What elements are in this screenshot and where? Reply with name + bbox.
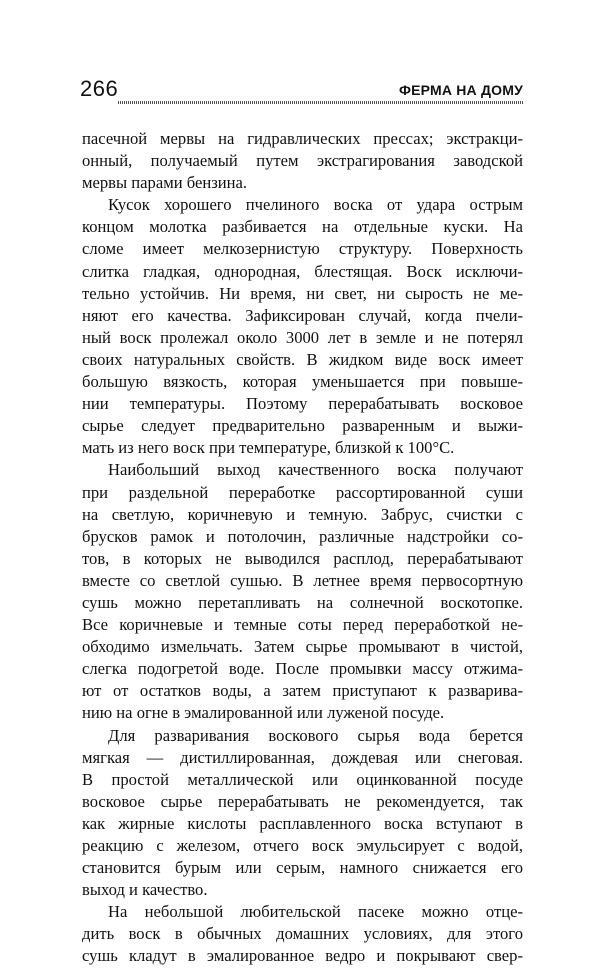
text-line: Все коричневые и темные соты перед переработкой не-: [82, 615, 523, 635]
text-line: брусков рамок и потолочин, различные надстройки со-: [82, 526, 523, 546]
text-line: няют его качества. Зафиксирован случай, когда пчели-: [82, 305, 523, 325]
text-line: своих натуральных свойств. В жидком виде воск имеет: [82, 349, 523, 369]
text-line: В простой металлической или оцинкованной посуде: [82, 769, 523, 789]
text-line: сушь можно перетапливать на солнечной воскотопке.: [82, 592, 523, 612]
text-line: сырье следует предварительно разваренным и выжи-: [82, 416, 523, 436]
text-line: при раздельной переработке рассортированной суши: [82, 482, 523, 502]
text-line: тов, в которых не выводился расплод, перерабатывают: [82, 548, 523, 568]
text-line: концом молотка разбивается на отдельные куски. На: [82, 217, 523, 237]
text-line: мягкая — дистиллированная, дождевая или снеговая.: [82, 747, 523, 767]
text-line: сушь кладут в эмалированное ведро и покрывают свер-: [82, 946, 523, 966]
text-line: становится бурым или серым, намного снижается его: [82, 858, 523, 878]
running-head: [80, 78, 523, 108]
text-line: слегка подогретой воде. После промывки массу отжима-: [82, 659, 523, 679]
page-number: 266: [80, 76, 119, 101]
paragraph-first-line: Для разваривания воскового сырья вода берется: [108, 725, 523, 745]
text-line: слитка гладкая, однородная, блестящая. Воск исключи-: [82, 261, 523, 281]
text-line: реакцию с железом, отчего воск эмульсирует с водой,: [82, 836, 523, 855]
text-line: сломе имеет мелкозернистую структуру. Поверхность: [82, 239, 523, 259]
paragraph-first-line: На небольшой любительской пасеке можно отце-: [108, 902, 523, 922]
text-line: пасечной мервы на гидравлических прессах; экстракци-: [82, 129, 523, 148]
text-line: как жирные кислоты расплавленного воска вступают в: [82, 813, 523, 833]
text-line: нии температуры. Поэтому перерабатывать восковое: [82, 394, 523, 414]
text-line: ют от остатков воды, а затем приступают к разварива-: [82, 681, 523, 701]
text-line: мервы парами бензина.: [82, 173, 248, 193]
text-line: выход и качество.: [82, 880, 208, 900]
book-title: ФЕРМА НА ДОМУ: [398, 82, 523, 98]
paragraph-first-line: Наибольший выход качественного воска получают: [108, 460, 523, 480]
text-line: нию на огне в эмалированной или луженой посуде.: [82, 703, 445, 723]
body-text: [82, 128, 523, 968]
text-line: ный воск пролежал около 3000 лет в земле и не потерял: [82, 327, 523, 347]
text-line: мать из него воск при температуре, близкой к 100°С.: [82, 438, 455, 458]
text-line: дить воск в обычных домашних условиях, для этого: [82, 924, 523, 944]
text-line: обходимо измельчать. Затем сырье промывают в чистой,: [82, 637, 523, 657]
text-line: большую вязкость, которая уменьшается при повыше-: [82, 372, 523, 392]
text-line: вместе со светлой сушью. В летнее время первосортную: [82, 570, 523, 590]
text-line: онный, получаемый путем экстрагирования заводской: [82, 151, 523, 171]
paragraph-first-line: Кусок хорошего пчелиного воска от удара острым: [108, 195, 523, 215]
text-line: тельно устойчив. Ни время, ни свет, ни сырость не ме-: [82, 283, 523, 303]
text-line: на светлую, коричневую и темную. Забрус, счистки с: [82, 504, 523, 524]
text-line: восковое сырье перерабатывать не рекомендуется, так: [82, 791, 523, 811]
header-rule: [118, 101, 523, 104]
